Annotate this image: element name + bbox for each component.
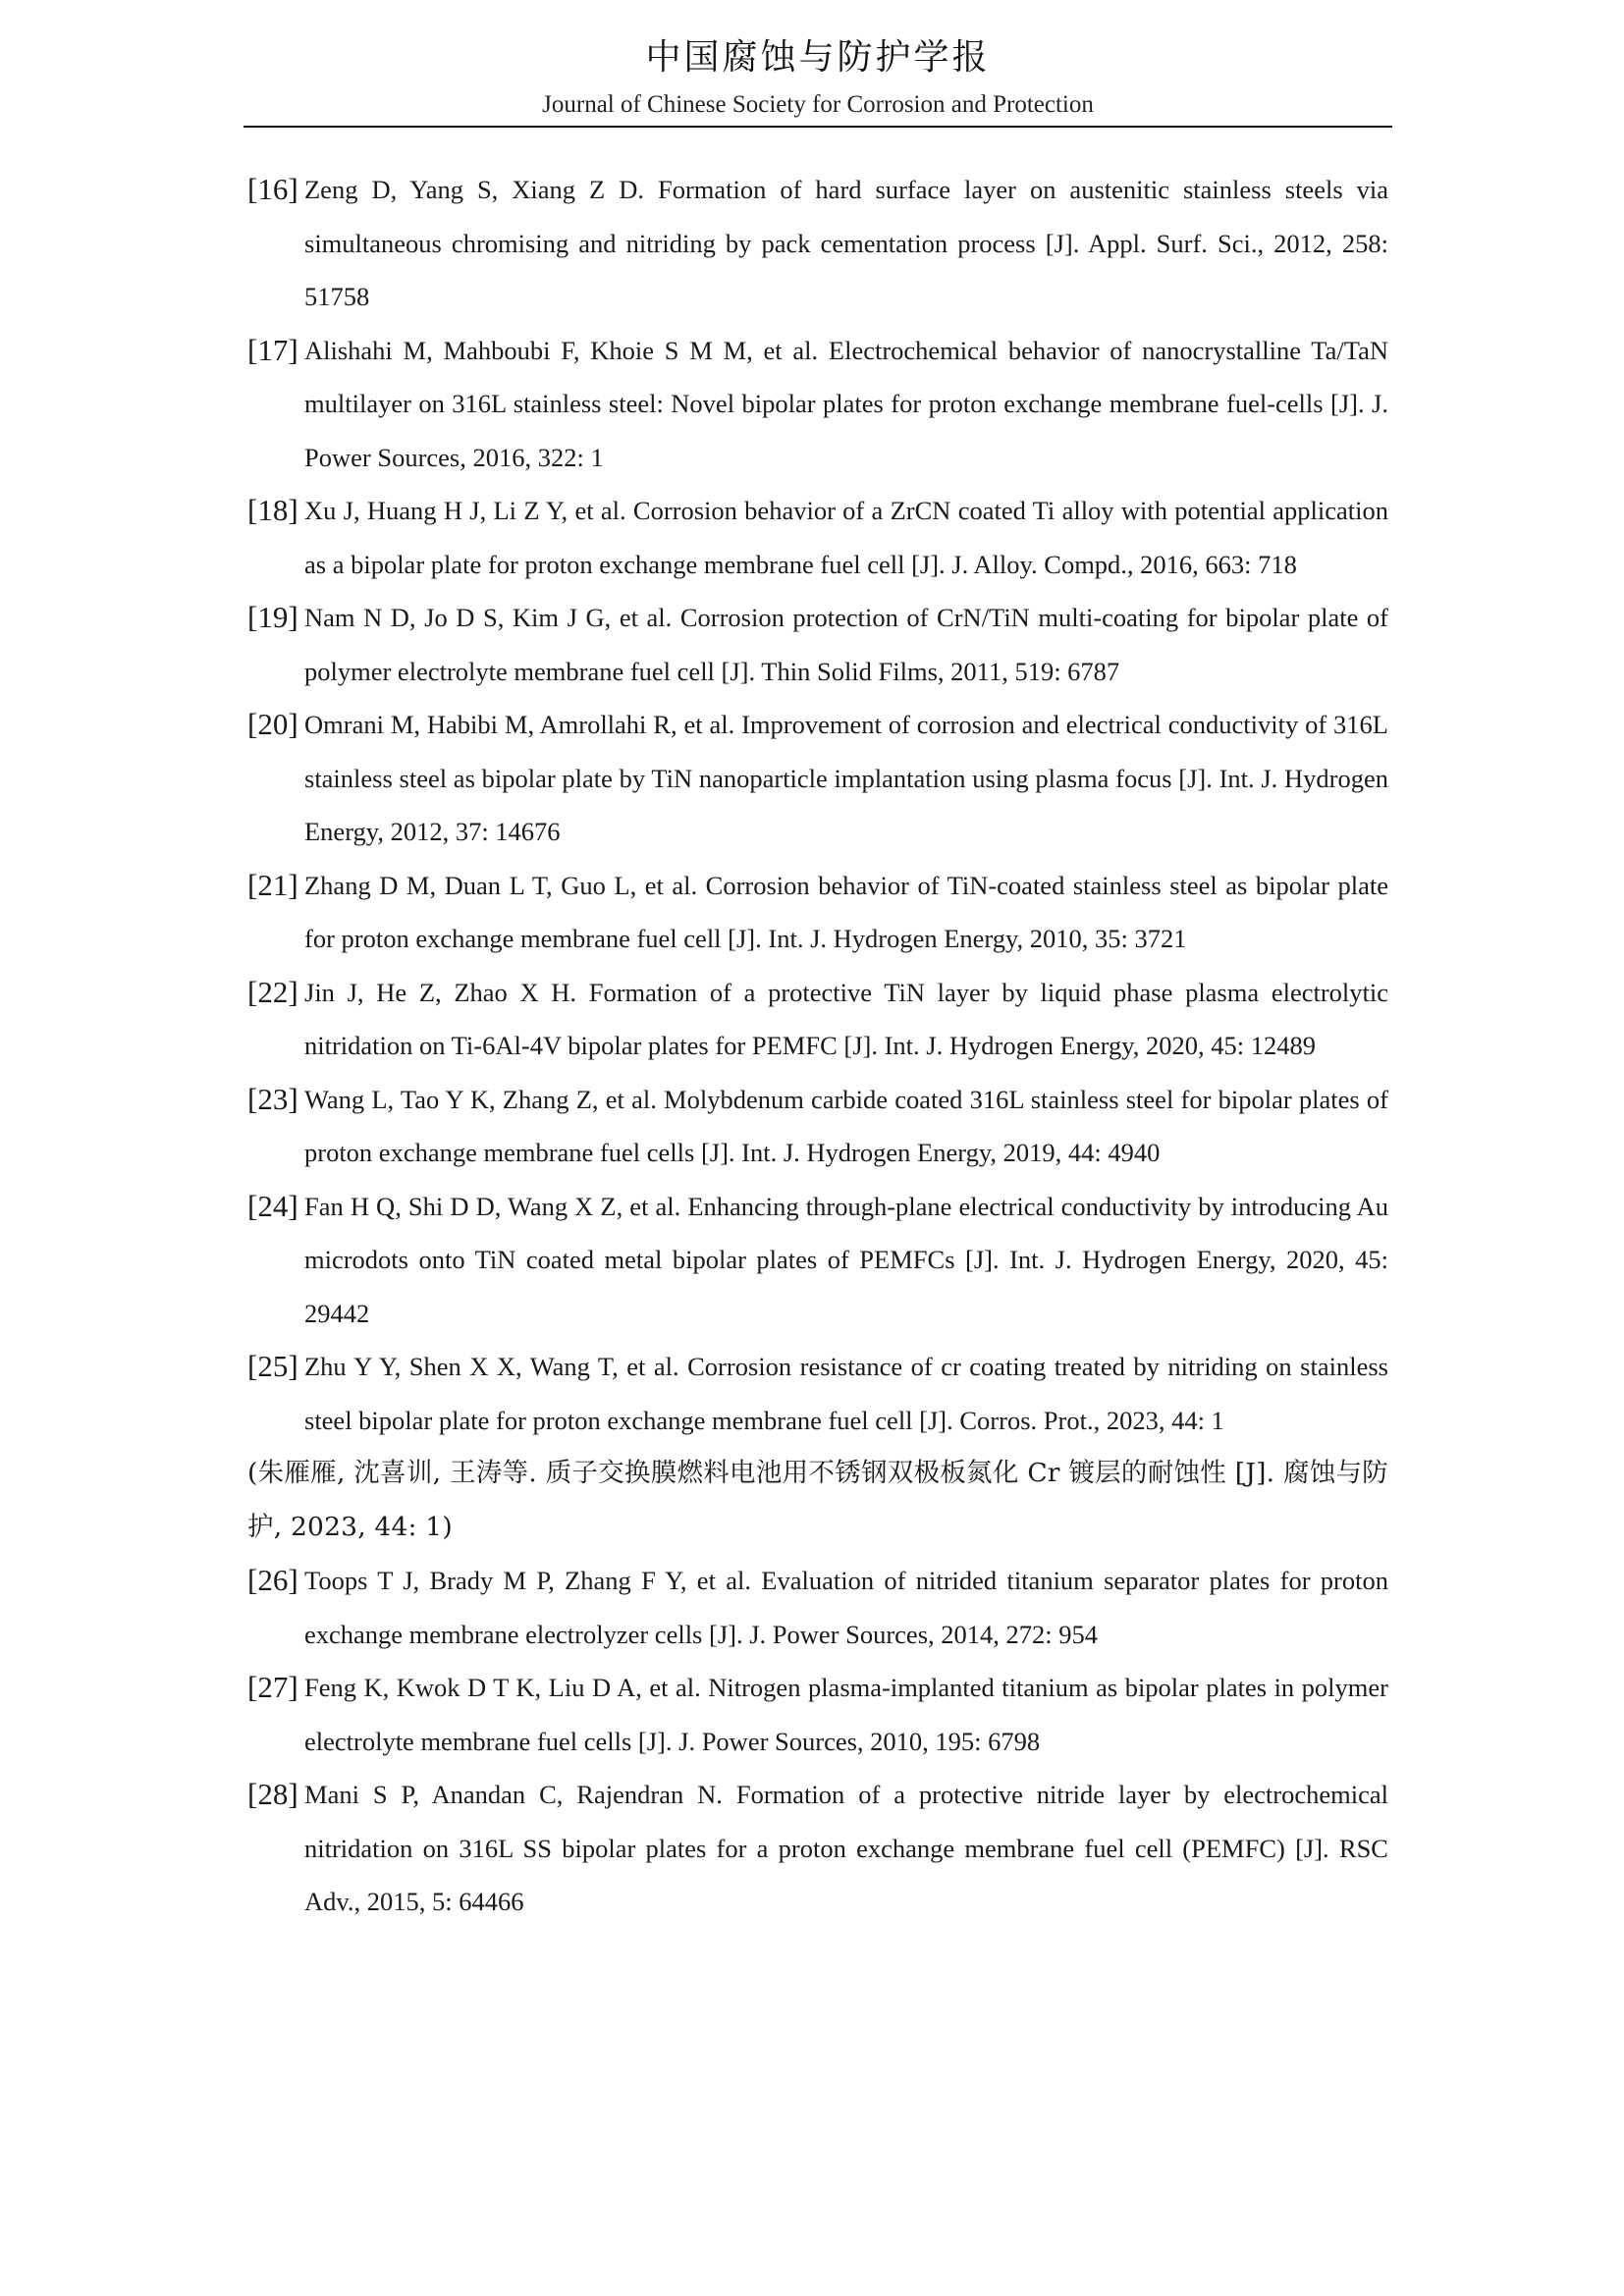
- reference-item: [247, 1554, 1388, 1661]
- reference-text: Alishahi M, Mahboubi F, Khoie S M M, et al. Electrochemical behavior of nanocrystalline Ta/TaN multilayer on 316L stainless steel: Novel bipolar plates for proton exchange membrane fuel-cells [J]. J. Power Sources, 2016, 322: 1: [304, 335, 1388, 472]
- reference-text: Mani S P, Anandan C, Rajendran N. Formation of a protective nitride layer by electrochemical nitridation on 316L SS bipolar plates for a proton exchange membrane fuel cell (PEMFC) [J]. RSC Adv., 2015, 5: 64466: [304, 1780, 1388, 1916]
- reference-chinese-note: [247, 1447, 1388, 1554]
- header-divider: [244, 126, 1392, 128]
- reference-number: [19]: [247, 600, 298, 634]
- reference-number: [25]: [247, 1349, 298, 1383]
- reference-text: Toops T J, Brady M P, Zhang F Y, et al. Evaluation of nitrided titanium separator plates for proton exchange membrane electrolyzer cells [J]. J. Power Sources, 2014, 272: 954: [304, 1566, 1388, 1649]
- reference-text: Xu J, Huang H J, Li Z Y, et al. Corrosion behavior of a ZrCN coated Ti alloy with potential application as a bipolar plate for proton exchange membrane fuel cell [J]. J. Alloy. Compd., 2016, 663: 718: [304, 496, 1388, 579]
- reference-item: [247, 859, 1388, 966]
- reference-number: [17]: [247, 332, 298, 367]
- reference-text: Fan H Q, Shi D D, Wang X Z, et al. Enhancing through-plane electrical conductivity by introducing Au microdots onto TiN coated metal bipolar plates of PEMFCs [J]. Int. J. Hydrogen Energy, 2020, 45: 29442: [304, 1191, 1388, 1328]
- journal-title-en: Journal of Chinese Society for Corrosion and Protection: [542, 91, 1094, 118]
- reference-number: [16]: [247, 172, 298, 206]
- reference-text: Feng K, Kwok D T K, Liu D A, et al. Nitrogen plasma-implanted titanium as bipolar plates in polymer electrolyte membrane fuel cells [J]. J. Power Sources, 2010, 195: 6798: [304, 1673, 1388, 1756]
- reference-number: [21]: [247, 867, 298, 902]
- reference-item: [247, 163, 1388, 324]
- reference-text: Zhu Y Y, Shen X X, Wang T, et al. Corrosion resistance of cr coating treated by nitriding on stainless steel bipolar plate for proton exchange membrane fuel cell [J]. Corros. Prot., 2023, 44: 1: [304, 1352, 1388, 1435]
- reference-number: [18]: [247, 493, 298, 527]
- reference-item: [247, 1661, 1388, 1768]
- reference-number: [20]: [247, 707, 298, 741]
- reference-number: [24]: [247, 1188, 298, 1223]
- reference-item: [247, 1340, 1388, 1447]
- reference-item: [247, 591, 1388, 698]
- reference-item: [247, 484, 1388, 591]
- reference-item: [247, 1073, 1388, 1180]
- reference-number: [23]: [247, 1081, 298, 1116]
- reference-number: [28]: [247, 1777, 298, 1811]
- reference-item: [247, 324, 1388, 485]
- journal-title-cn: 中国腐蚀与防护学报: [645, 37, 991, 78]
- reference-number: [22]: [247, 974, 298, 1009]
- reference-item: [247, 1768, 1388, 1929]
- reference-text: Zhang D M, Duan L T, Guo L, et al. Corrosion behavior of TiN-coated stainless steel as bipolar plate for proton exchange membrane fuel cell [J]. Int. J. Hydrogen Energy, 2010, 35: 3721: [304, 870, 1388, 953]
- reference-list: [247, 163, 1388, 1929]
- reference-note-text: (朱雁雁, 沈喜训, 王涛等. 质子交换膜燃料电池用不锈钢双极板氮化 Cr 镀层的耐蚀性 [J]. 腐蚀与防护, 2023, 44: 1): [247, 1458, 1388, 1542]
- reference-text: Zeng D, Yang S, Xiang Z D. Formation of hard surface layer on austenitic stainless steels via simultaneous chromising and nitriding by pack cementation process [J]. Appl. Surf. Sci., 2012, 258: 51758: [304, 175, 1388, 311]
- reference-number: [27]: [247, 1670, 298, 1704]
- reference-text: Omrani M, Habibi M, Amrollahi R, et al. Improvement of corrosion and electrical conductivity of 316L stainless steel as bipolar plate by TiN nanoparticle implantation using plasma focus [J]. Int. J. Hydrogen Energy, 2012, 37: 14676: [304, 710, 1388, 846]
- reference-item: [247, 698, 1388, 859]
- reference-number: [26]: [247, 1563, 298, 1597]
- reference-text: Jin J, He Z, Zhao X H. Formation of a protective TiN layer by liquid phase plasma electrolytic nitridation on Ti-6Al-4V bipolar plates for PEMFC [J]. Int. J. Hydrogen Energy, 2020, 45: 12489: [304, 977, 1388, 1060]
- reference-item: [247, 1180, 1388, 1341]
- page-header: [244, 35, 1392, 120]
- reference-text: Wang L, Tao Y K, Zhang Z, et al. Molybdenum carbide coated 316L stainless steel for bipolar plates of proton exchange membrane fuel cells [J]. Int. J. Hydrogen Energy, 2019, 44: 4940: [304, 1084, 1388, 1167]
- reference-item: [247, 966, 1388, 1073]
- reference-text: Nam N D, Jo D S, Kim J G, et al. Corrosion protection of CrN/TiN multi-coating for bipolar plate of polymer electrolyte membrane fuel cell [J]. Thin Solid Films, 2011, 519: 6787: [304, 603, 1388, 686]
